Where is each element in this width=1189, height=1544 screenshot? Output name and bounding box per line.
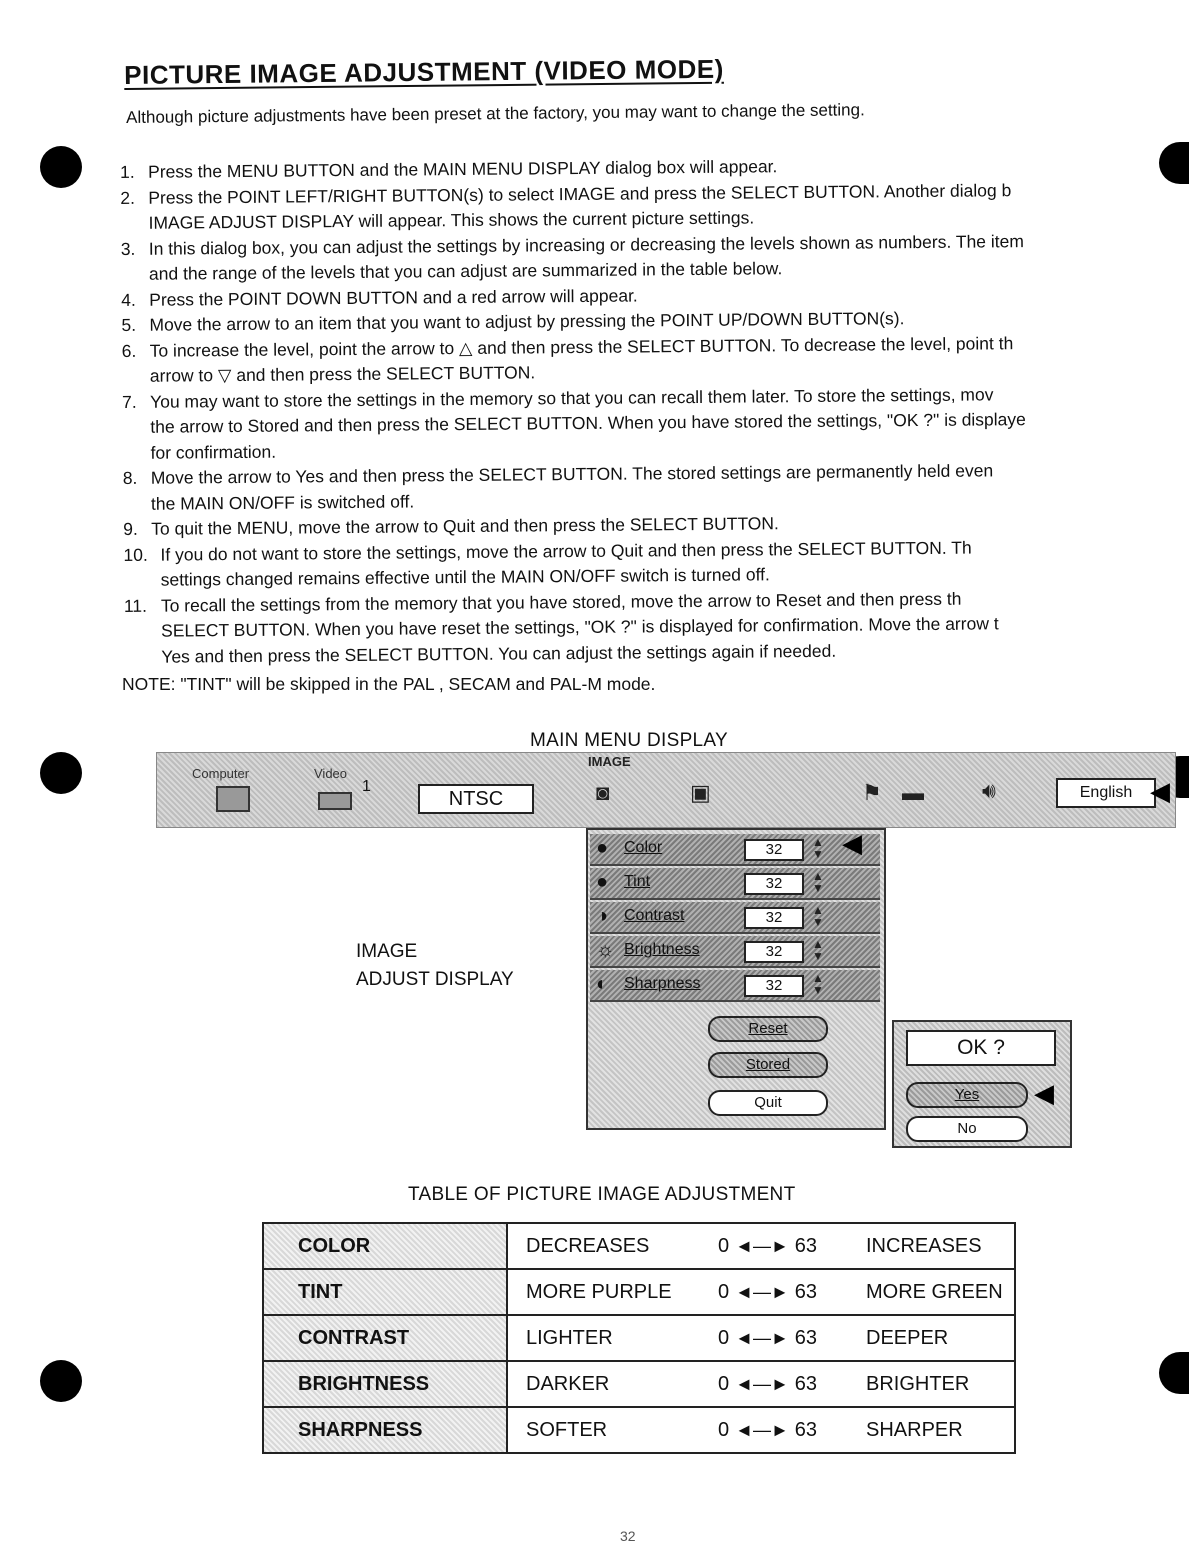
range-min: 0	[718, 1326, 730, 1349]
range-min: 0	[718, 1418, 730, 1441]
param-cell: BRIGHTNESS	[263, 1361, 507, 1407]
color-icon: ●	[596, 837, 609, 859]
adjust-row-sharpness[interactable]	[590, 970, 880, 1002]
confirm-text: OK ?	[906, 1030, 1056, 1066]
step-text: You may want to store the settings in the memory so that you can recall them later. To store the settings, mov the arrow to Stored and then press the SELECT BUTTON. When you have stored the settings, "OK ?" is displaye for confirmation.	[150, 383, 1026, 463]
note-text: NOTE: "TINT" will be skipped in the PAL , SECAM and PAL-M mode.	[122, 674, 656, 694]
desc-cell	[507, 1361, 1015, 1407]
page-number: 32	[620, 1528, 636, 1544]
param-cell: TINT	[263, 1269, 507, 1315]
param-cell: COLOR	[263, 1223, 507, 1269]
range-min: 0	[718, 1372, 730, 1395]
step-text: To quit the MENU, move the arrow to Quit and then press the SELECT BUTTON.	[151, 513, 779, 539]
step-text: In this dialog box, you can adjust the settings by increasing or decreasing the levels shown as numbers. The item and the range of the levels that you can adjust are summarized in the table below.	[148, 230, 1024, 284]
step-number: 5.	[121, 314, 137, 335]
punch-hole	[40, 1360, 82, 1402]
step-text: To increase the level, point the arrow to △ and then press the SELECT BUTTON. To decrease the level, point th arrow to ▽ and then press the SELECT BUTTON.	[149, 332, 1014, 386]
param-cell: SHARPNESS	[263, 1407, 507, 1453]
up-down-icon[interactable]: ▲ ▼	[812, 869, 824, 895]
main-menu-bar	[156, 752, 1176, 828]
step-item	[120, 176, 1189, 236]
yes-button[interactable]: Yes	[906, 1082, 1028, 1108]
intro-text: Although picture adjustments have been preset at the factory, you may want to change the setting.	[126, 100, 865, 127]
punch-hole	[40, 146, 82, 188]
up-down-icon[interactable]: ▲ ▼	[812, 903, 824, 929]
up-down-icon[interactable]: ▲ ▼	[812, 971, 824, 997]
step-item	[124, 584, 1189, 670]
adjust-row-label: Sharpness	[624, 975, 701, 992]
computer-tab-label: Computer	[192, 766, 250, 781]
step-number: 10.	[123, 544, 148, 565]
step-number: 8.	[122, 467, 138, 488]
step-number: 3.	[120, 238, 136, 259]
high-effect: SHARPER	[866, 1418, 963, 1441]
computer-icon[interactable]	[216, 786, 250, 812]
low-effect: DECREASES	[526, 1234, 650, 1257]
double-arrow-icon: ◄—►	[735, 1235, 789, 1256]
adjustment-table	[262, 1222, 1016, 1454]
step-item	[123, 457, 1189, 517]
no-button[interactable]: No	[906, 1116, 1028, 1142]
adjust-row-value: 32	[744, 941, 804, 963]
language-select[interactable]: English	[1056, 778, 1156, 808]
punch-hole	[1159, 1352, 1189, 1394]
step-text: Move the arrow to an item that you want to adjust by pressing the POINT UP/DOWN BUTTON(s).	[149, 308, 905, 335]
double-arrow-icon: ◄—►	[735, 1281, 789, 1302]
step-number: 7.	[122, 391, 137, 412]
pointer-arrow-icon: ◀	[1034, 1078, 1054, 1108]
adjust-row-color[interactable]	[590, 834, 880, 866]
image-icon[interactable]: ◙	[596, 780, 610, 805]
main-menu-caption: MAIN MENU DISPLAY	[530, 730, 728, 751]
step-text: To recall the settings from the memory that you have stored, move the arrow to Reset and then press th SELECT BUTTON. When you have reset the settings, "OK ?" is displayed for confirmation. Move the arrow t Yes and then press the SELECT BUTTON. You can adjust the settings again if needed.	[160, 588, 999, 667]
range-min: 0	[718, 1280, 730, 1303]
range	[718, 1419, 866, 1442]
step-item	[123, 533, 1189, 593]
step-text: Press the POINT DOWN BUTTON and a red arrow will appear.	[149, 284, 638, 310]
step-item	[122, 329, 1189, 389]
range	[718, 1235, 866, 1258]
step-number: 2.	[120, 187, 136, 208]
step-text: If you do not want to store the settings, move the arrow to Quit and then press the SELECT BUTTON. Th settings changed remains effective until the MAIN ON/OFF switch is turned off.	[160, 537, 972, 590]
desc-cell	[507, 1315, 1015, 1361]
high-effect: DEEPER	[866, 1326, 949, 1349]
high-effect: BRIGHTER	[866, 1372, 970, 1395]
low-effect: SOFTER	[526, 1418, 608, 1441]
table-caption: TABLE OF PICTURE IMAGE ADJUSTMENT	[408, 1184, 796, 1205]
adjust-row-contrast[interactable]	[590, 902, 880, 934]
step-number: 6.	[121, 340, 137, 361]
system-select[interactable]: NTSC	[418, 784, 534, 814]
stored-button[interactable]: Stored	[708, 1052, 828, 1078]
adjust-row-label: Color	[624, 839, 663, 856]
volume-icon[interactable]: 🔊︎	[982, 778, 996, 803]
range-min: 0	[718, 1234, 730, 1257]
range	[718, 1327, 866, 1350]
image-adjust-label: IMAGE ADJUST DISPLAY	[356, 941, 514, 990]
double-arrow-icon: ◄—►	[735, 1327, 789, 1348]
image-adjust-panel	[586, 828, 886, 1130]
video-icon[interactable]	[318, 792, 352, 810]
punch-hole	[40, 752, 82, 794]
range-max: 63	[794, 1418, 818, 1441]
step-item	[122, 380, 1189, 466]
adjust-row-value: 32	[744, 975, 804, 997]
flag-icon[interactable]: ⚑	[862, 780, 882, 805]
table-row	[263, 1315, 1015, 1361]
step-item	[121, 227, 1189, 287]
image-tab-label: IMAGE	[588, 754, 631, 769]
double-arrow-icon: ◄—►	[735, 1419, 789, 1440]
contrast-icon: ◑	[596, 905, 609, 927]
low-effect: DARKER	[526, 1372, 610, 1395]
up-down-icon[interactable]: ▲ ▼	[812, 937, 824, 963]
range	[718, 1373, 866, 1396]
video-tab-label: Video	[314, 766, 348, 781]
adjust-row-brightness[interactable]	[590, 936, 880, 968]
screen-icon[interactable]: ▣	[690, 780, 711, 805]
step-text: Press the MENU BUTTON and the MAIN MENU DISPLAY dialog box will appear.	[148, 156, 778, 182]
high-effect: INCREASES	[866, 1234, 982, 1257]
step-number: 4.	[121, 289, 136, 310]
high-effect: MORE GREEN	[866, 1280, 1003, 1303]
adjust-row-label: Brightness	[624, 941, 700, 958]
reset-button[interactable]: Reset	[708, 1016, 828, 1042]
table-row	[263, 1269, 1015, 1315]
up-down-icon[interactable]: ▲ ▼	[812, 835, 824, 861]
range-max: 63	[794, 1326, 818, 1349]
tint-icon: ●	[596, 871, 609, 893]
range-max: 63	[794, 1372, 818, 1395]
adjust-row-value: 32	[744, 873, 804, 895]
pointer-arrow-icon: ◀	[1150, 776, 1170, 806]
adjust-row-label: Contrast	[624, 907, 685, 924]
range	[718, 1281, 866, 1304]
adjust-row-value: 32	[744, 839, 804, 861]
sharpness-icon: ◐	[596, 973, 609, 995]
brightness-icon: ☼	[596, 939, 615, 961]
page-title: PICTURE IMAGE ADJUSTMENT (VIDEO MODE)	[124, 53, 724, 90]
adjust-row-label: Tint	[624, 873, 651, 890]
video-number: 1	[362, 778, 371, 795]
table-row	[263, 1361, 1015, 1407]
adjust-row-tint[interactable]	[590, 868, 880, 900]
desc-cell	[507, 1407, 1015, 1453]
range-max: 63	[794, 1280, 818, 1303]
quit-button[interactable]: Quit	[708, 1090, 828, 1116]
low-effect: LIGHTER	[526, 1326, 613, 1349]
adjust-row-value: 32	[744, 907, 804, 929]
step-text: Move the arrow to Yes and then press the SELECT BUTTON. The stored settings are permanently held even the MAIN ON/OFF is switched off.	[150, 460, 994, 514]
step-number: 11.	[123, 595, 148, 616]
step-text: Press the POINT LEFT/RIGHT BUTTON(s) to select IMAGE and press the SELECT BUTTON. Another dialog b IMAGE ADJUST DISPLAY will appear. This shows the current picture settings.	[148, 179, 1012, 233]
param-cell: CONTRAST	[263, 1315, 507, 1361]
low-effect: MORE PURPLE	[526, 1280, 672, 1303]
projector-icon[interactable]: ▬	[902, 780, 924, 805]
range-max: 63	[794, 1234, 818, 1257]
desc-cell	[507, 1269, 1015, 1315]
table-row	[263, 1223, 1015, 1269]
double-arrow-icon: ◄—►	[735, 1373, 789, 1394]
desc-cell	[507, 1223, 1015, 1269]
table-row	[263, 1407, 1015, 1453]
pointer-arrow-icon: ◀	[842, 828, 862, 858]
steps-list	[120, 151, 1189, 670]
step-number: 1.	[120, 161, 135, 182]
step-number: 9.	[123, 518, 138, 539]
